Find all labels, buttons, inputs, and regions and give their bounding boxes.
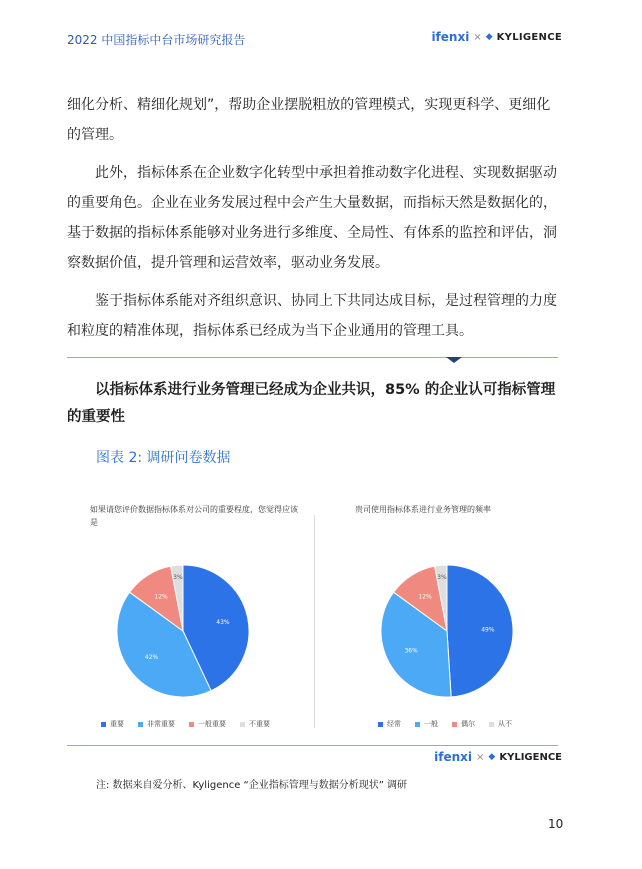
frequency-legend-label-0: 经常: [387, 720, 401, 728]
paragraph-1: 细化分析、精细化规划”，帮助企业摆脱粗放的管理模式，实现更科学、更细化的管理。: [67, 97, 551, 143]
chart-importance-panel: [90, 503, 305, 529]
chart-importance-pie: [108, 556, 258, 706]
frequency-label-2: 12%: [418, 593, 432, 601]
footer-rule: [67, 745, 558, 746]
importance-legend-label-3: 不重要: [249, 720, 270, 728]
report-title: 2022 中国指标中台市场研究报告: [67, 33, 246, 47]
importance-legend-swatch-3: [240, 722, 245, 727]
section-divider: [67, 357, 558, 358]
importance-legend-label-0: 重要: [110, 720, 124, 728]
frequency-legend-item-1: [415, 719, 438, 729]
figure-title: 图表 2: 调研问卷数据: [96, 450, 231, 466]
chart-importance-question: 如果请您评价数据指标体系对公司的重要程度，您觉得应该是: [90, 505, 298, 527]
frequency-legend-swatch-1: [415, 722, 420, 727]
importance-legend-item-1: [138, 719, 175, 729]
page-number: 10: [548, 817, 564, 831]
kyligence-logo: KYLIGENCE: [496, 31, 562, 43]
frequency-legend-item-0: [378, 719, 401, 729]
footer-kyligence-logo: KYLIGENCE: [499, 751, 562, 763]
chart-frequency-legend: [378, 719, 512, 729]
importance-legend-item-3: [240, 719, 270, 729]
frequency-legend-label-2: 偶尔: [461, 720, 475, 728]
frequency-label-0: 49%: [481, 626, 495, 634]
kyligence-diamond-icon: ◆: [485, 32, 493, 42]
frequency-legend-item-2: [452, 719, 475, 729]
importance-legend-item-0: [101, 719, 124, 729]
frequency-legend-label-3: 从不: [498, 720, 512, 728]
importance-label-2: 12%: [154, 593, 168, 601]
source-note: 注: 数据来自爱分析、Kyligence “企业指标管理与数据分析现状” 调研: [96, 780, 408, 791]
chart-separator: [314, 515, 315, 728]
frequency-legend-item-3: [489, 719, 512, 729]
paragraph-3: 鉴于指标体系能对齐组织意识、协同上下共同达成目标，是过程管理的力度和粒度的精准体现，指标体系已经成为当下企业通用的管理工具。: [67, 293, 557, 339]
ifenxi-logo: ifenxi: [431, 30, 470, 44]
importance-legend-item-2: [189, 719, 226, 729]
frequency-label-3: 3%: [437, 574, 447, 582]
section-heading: 以指标体系进行业务管理已经成为企业共识，85% 的企业认可指标管理的重要性: [67, 382, 556, 425]
frequency-legend-swatch-2: [452, 722, 457, 727]
importance-label-1: 42%: [144, 654, 159, 662]
divider-notch-icon: [446, 357, 462, 364]
frequency-label-1: 36%: [404, 647, 418, 655]
importance-legend-label-2: 一般重要: [198, 720, 226, 728]
frequency-legend-label-1: 一般: [424, 720, 438, 728]
chart-frequency-panel: [355, 503, 555, 516]
chart-frequency-question: 贵司使用指标体系进行业务管理的频率: [355, 505, 491, 514]
footer-brand-separator: ×: [476, 751, 485, 763]
importance-legend-swatch-1: [138, 722, 143, 727]
footer-brand-logo: [434, 750, 562, 764]
frequency-legend-swatch-3: [489, 722, 494, 727]
importance-legend-label-1: 非常重要: [147, 720, 175, 728]
footer-ifenxi-logo: ifenxi: [434, 750, 473, 764]
brand-logo: [431, 30, 562, 44]
frequency-legend-swatch-0: [378, 722, 383, 727]
importance-legend-swatch-2: [189, 722, 194, 727]
chart-frequency-pie: [372, 556, 522, 706]
importance-label-0: 43%: [216, 619, 230, 627]
footer-kyligence-diamond-icon: ◆: [488, 752, 496, 762]
frequency-slice-0: [447, 565, 513, 697]
importance-legend-swatch-0: [101, 722, 106, 727]
importance-label-3: 3%: [173, 574, 183, 582]
paragraph-2: 此外，指标体系在企业数字化转型中承担着推动数字化进程、实现数据驱动的重要角色。企业在业务发展过程中会产生大量数据，而指标天然是数据化的，基于数据的指标体系能够对业务进行多维度、全局性、有体系的监控和评估，洞察数据价值，提升管理和运营效率，驱动业务发展。: [67, 165, 557, 271]
brand-separator: ×: [473, 31, 482, 43]
chart-importance-legend: [101, 719, 270, 729]
